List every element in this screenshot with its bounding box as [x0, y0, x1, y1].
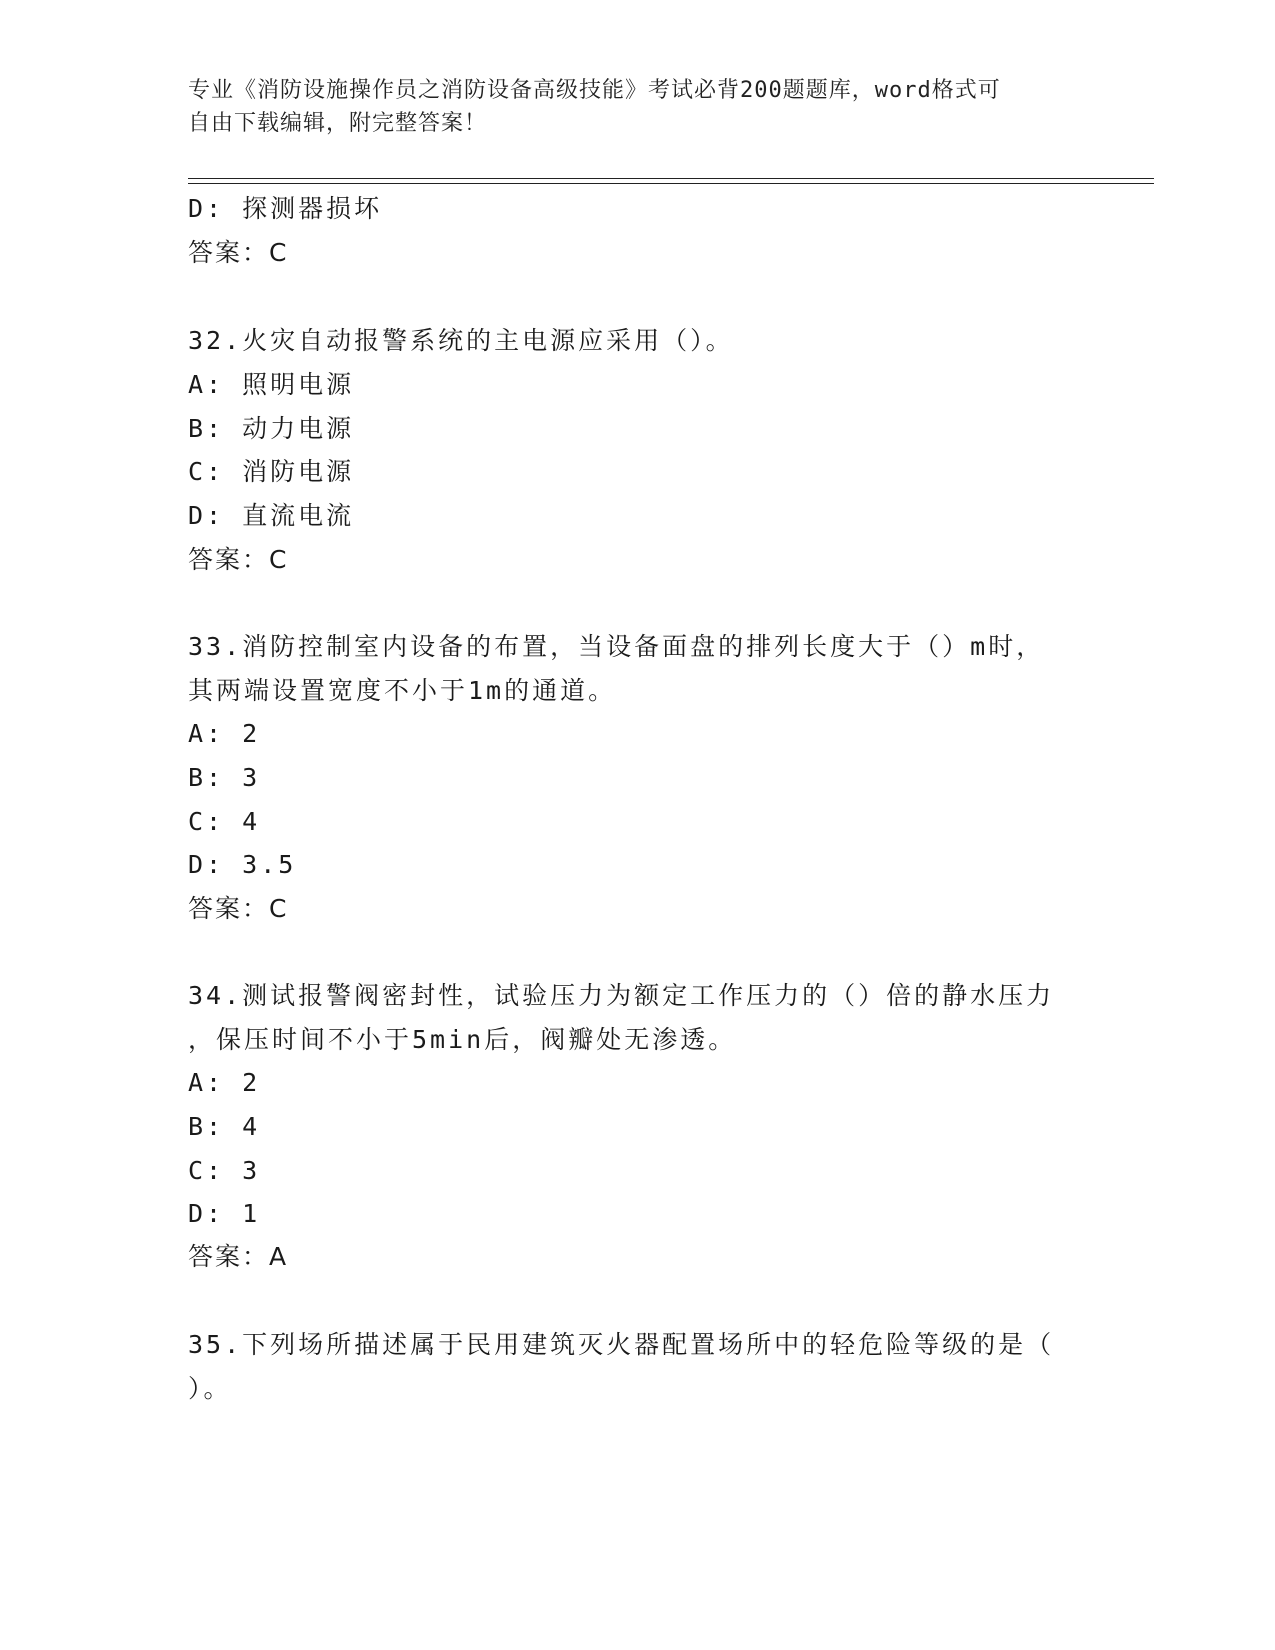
q35-stem-line-2: ）。	[188, 1374, 232, 1403]
q33-option-d: D: 3.5	[188, 850, 297, 879]
q35-stem-line-1: 35.下列场所描述属于民用建筑灭火器配置场所中的轻危险等级的是（	[188, 1330, 1055, 1359]
q32-option-a: A: 照明电源	[188, 370, 355, 399]
q33-answer: 答案：C	[188, 894, 289, 923]
q33-stem-line-2: 其两端设置宽度不小于1m的通道。	[188, 676, 617, 705]
q34-answer: 答案：A	[188, 1242, 289, 1271]
q32-option-c: C: 消防电源	[188, 457, 355, 486]
header-title-line-2: 自由下载编辑，附完整答案！	[188, 111, 488, 136]
q33-stem-line-1: 33.消防控制室内设备的布置，当设备面盘的排列长度大于（）m时，	[188, 632, 1045, 661]
header-divider-top	[188, 178, 1154, 179]
prev-answer: 答案：C	[188, 238, 289, 267]
q34-stem-line-2: ，保压时间不小于5min后，阀瓣处无渗透。	[188, 1025, 737, 1054]
q32-answer: 答案：C	[188, 545, 289, 574]
q33-option-a: A: 2	[188, 719, 261, 748]
prev-option-d: D: 探测器损坏	[188, 194, 383, 223]
q32-stem: 32.火灾自动报警系统的主电源应采用（）。	[188, 326, 734, 355]
header-title-line-1: 专业《消防设施操作员之消防设备高级技能》考试必背200题题库，word格式可	[188, 78, 1001, 103]
q33-option-b: B: 3	[188, 763, 261, 792]
q33-option-c: C: 4	[188, 807, 261, 836]
q32-option-b: B: 动力电源	[188, 414, 355, 443]
q34-option-b: B: 4	[188, 1112, 261, 1141]
q32-option-d: D: 直流电流	[188, 501, 355, 530]
q34-option-c: C: 3	[188, 1156, 261, 1185]
q34-option-d: D: 1	[188, 1199, 261, 1228]
header-divider-bottom	[188, 183, 1154, 184]
page-header	[188, 74, 1088, 140]
q34-option-a: A: 2	[188, 1068, 261, 1097]
q34-stem-line-1: 34.测试报警阀密封性，试验压力为额定工作压力的（）倍的静水压力	[188, 981, 1055, 1010]
